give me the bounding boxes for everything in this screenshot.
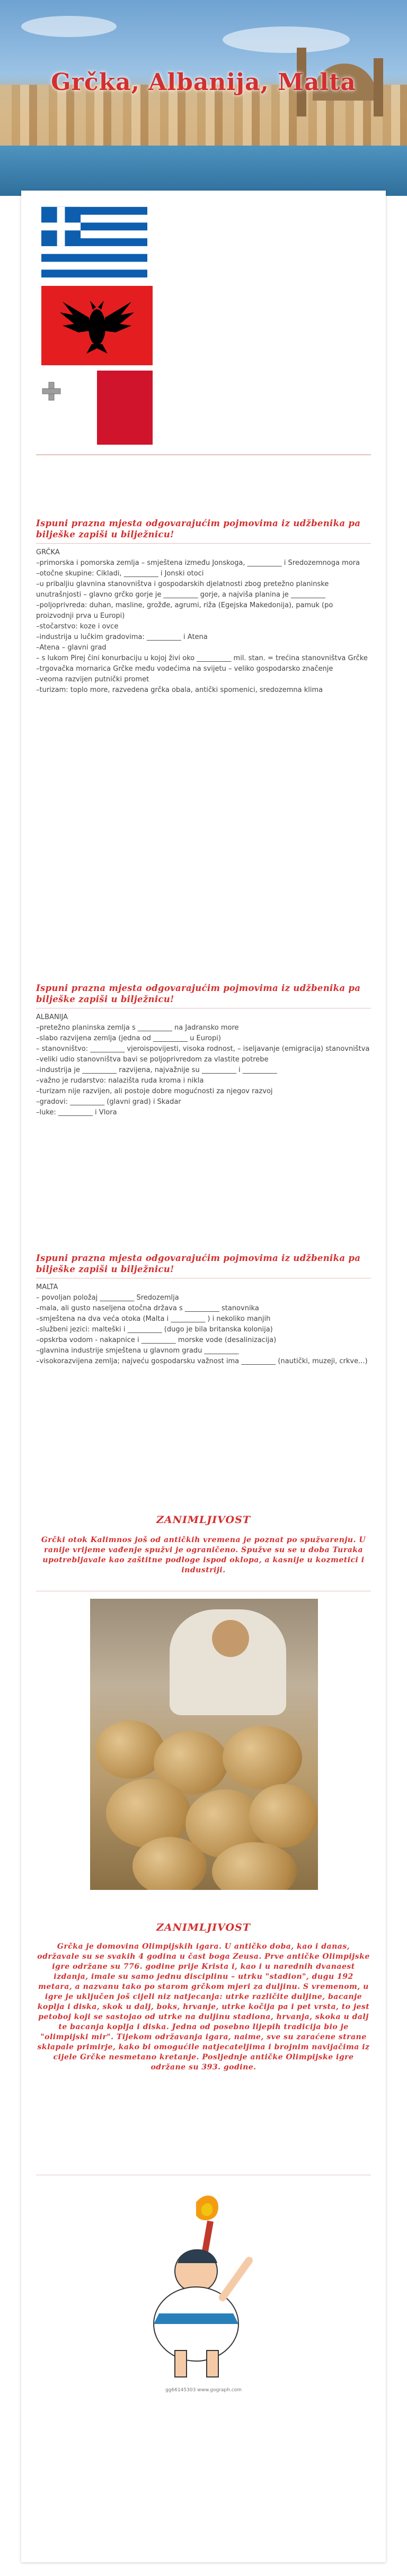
note-line: –pretežno planinska zemlja s __________ na Jadransko more <box>36 1024 239 1032</box>
fact-title: ZANIMLJIVOST <box>156 1514 251 1526</box>
sponge <box>132 1837 207 1890</box>
note-line: –industrija u lučkim gradovima: __________ i Atena <box>36 633 208 641</box>
section-instruction: Ispuni prazna mjesta odgovarajućim pojmovima iz udžbenika pa bilješke zapiši u bilježnicu! <box>36 983 361 1004</box>
note-line: –u pribaljiu glavnina stanovništva i gospodarskih djelatnosti zbog pretežno planinske unutrašnjosti – glavno grčko gorje je __________ gorje, a najviša planina je __________ <box>36 580 329 599</box>
header-banner <box>0 0 407 196</box>
note-line: –opskrba vodom - nakapnice i __________ morske vode (desalinizacija) <box>36 1336 277 1344</box>
content-card <box>21 191 386 2562</box>
note-line: –turizam nije razvijen, ali postoje dobre mogućnosti za njegov razvoj <box>36 1087 273 1095</box>
note-line: –glavnina industrije smještena u glavnom gradu __________ <box>36 1347 239 1355</box>
note-line: – s lukom Pirej čini konurbaciju u kojoj živi oko __________ mil. stan. = trećina stanovništva Grčke <box>36 654 368 662</box>
fact-text: Grčki otok Kalimnos još od antičkih vremena je poznat po spužvarenju. U ranije vrijeme vađenje spužvi je ograničeno. Spužve su se u doba Turaka upotrebljavale kao zaštitne podloge ispod oklopa, a kasnije u kozmetici i industriji. <box>41 1536 366 1574</box>
section-instruction: Ispuni prazna mjesta odgovarajućim pojmovima iz udžbenika pa bilješke zapiši u bilježnicu! <box>36 518 361 539</box>
note-line: –luke: __________ i Vlora <box>36 1109 117 1116</box>
fact-title: ZANIMLJIVOST <box>156 1922 251 1933</box>
section-greece <box>36 547 371 696</box>
note-line: –slabo razvijena zemlja (jedna od __________ u Europi) <box>36 1034 221 1042</box>
sponge-photo <box>90 1599 318 1890</box>
note-line: –službeni jezici: malteški i __________ (dugo je bila britanska kolonija) <box>36 1326 273 1334</box>
sponge <box>249 1784 318 1848</box>
fisherman-head <box>212 1620 249 1657</box>
note-line: –veliki udio stanovništva bavi se poljoprivredom za vlastite potrebe <box>36 1056 269 1064</box>
note-line: – stanovništvo: __________ vjeroispovijesti, visoka rodnost, – iseljavanje (emigracija) stanovništva <box>36 1045 370 1053</box>
section-malta <box>36 1282 371 1367</box>
note-line: –važno je rudarstvo: nalazišta ruda kroma i nikla <box>36 1077 204 1085</box>
fact-text: Grčka je domovina Olimpijskih igara. U antičko doba, kao i danas, održavale su se svakih 4 godina u čast boga Zeusa. Prve antičke Olimpijske igre održane su 776. godine prije Krista i, kao i u narednih dvanaest izdanja, imale su samo jednu disciplinu – utrku "stadion", dugu 192 metara, a nazvanu tako po starom grčkom mjeri za duljinu. S vremenom, u igre je uključen još cijeli niz natjecanja: utrke različite duljine, bacanje koplja i diska, skok u dalj, boks, hrvanje, utrke kočija pa i pet vrsta, to jest petoboj koji se sastojao od utrke na duljinu stadiona, hrvanja, skoka u dalj te bacanja koplja i diska. Jedna od posebno lijepih tradicija bio je "olimpijski mir". Tijekom održavanja igara, naime, sve su zaraćene strane sklapale primirje, kako bi omogućile natjecateljima i brojnim navijačima iz cijele Grčke nesmetano kretanje. Posljednje antičke Olimpijske igre održane su 393. godine. <box>37 1942 370 2071</box>
section-instruction: Ispuni prazna mjesta odgovarajućim pojmovima iz udžbenika pa bilješke zapiši u bilježnicu! <box>36 1253 361 1274</box>
note-line: –visokorazvijena zemlja; najveću gospodarsku važnost ima __________ (nautički, muzeji, crkve...) <box>36 1357 368 1365</box>
divider <box>36 543 371 544</box>
section-heading: ALBANIJA <box>36 1013 68 1021</box>
sponge <box>223 1726 302 1789</box>
section-albania <box>36 1012 371 1118</box>
note-line: –poljoprivreda: duhan, masline, grožđe, agrumi, riža (Egejska Makedonija), pamuk (po proizvodnji prva u Europi) <box>36 601 333 620</box>
olympic-runner-cartoon <box>117 2192 291 2382</box>
cloud <box>21 16 117 37</box>
malta-flag <box>41 371 153 445</box>
note-line: –stočarstvo: koze i ovce <box>36 623 119 631</box>
note-line: –otočne skupine: Cikladi, __________ i Jonski otoci <box>36 570 204 578</box>
cloud <box>223 26 350 53</box>
divider <box>36 454 371 455</box>
albania-flag <box>41 286 153 365</box>
sponge <box>95 1721 164 1779</box>
note-line: –primorska i pomorska zemlja – smještena između Jonskoga, __________ i Sredozemnoga mora <box>36 559 360 567</box>
image-caption: gg66145303 www.gograph.com <box>165 2388 242 2393</box>
note-line: –mala, ali gusto naseljena otočna država s __________ stanovnika <box>36 1304 259 1312</box>
greece-flag <box>41 206 147 278</box>
note-line: –Atena – glavni grad <box>36 644 107 652</box>
note-line: –gradovi: __________ (glavni grad) i Skadar <box>36 1098 181 1106</box>
section-heading: MALTA <box>36 1283 58 1291</box>
note-line: –trgovačka mornarica Grčke među vodećima na svijetu – veliko gospodarsko značenje <box>36 665 333 673</box>
note-line: –turizam: toplo more, razvedena grčka obala, antički spomenici, sredozemna klima <box>36 686 323 694</box>
note-line: –industrija je __________ razvijena, najvažnije su __________ i __________ <box>36 1066 277 1074</box>
note-line: – povoljan položaj __________ Sredozemlja <box>36 1294 179 1302</box>
note-line: –veoma razvijen putnički promet <box>36 675 149 683</box>
page-title: Grčka, Albanija, Malta <box>51 69 356 96</box>
section-heading: GRČKA <box>36 548 60 556</box>
sea <box>0 146 407 196</box>
note-line: –smještena na dva veća otoka (Malta i __________ ) i nekoliko manjih <box>36 1315 271 1323</box>
